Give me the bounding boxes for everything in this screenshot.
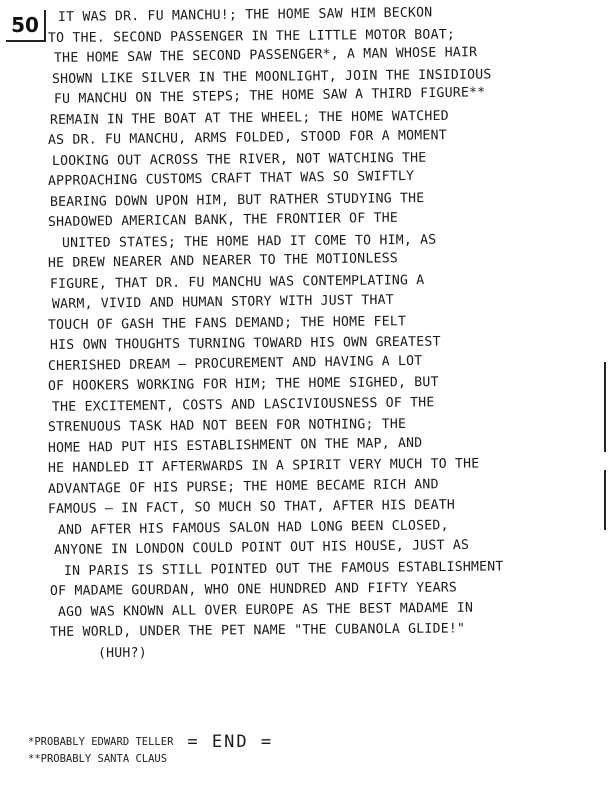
right-edge-mark <box>604 362 606 452</box>
manuscript-line: ANYONE IN LONDON COULD POINT OUT HIS HOUSE, JUST AS <box>53 537 470 558</box>
manuscript-line: IT WAS DR. FU MANCHU!; THE HOME SAW HIM BECKON <box>57 5 433 25</box>
footnote-second: **PROBABLY SANTA CLAUS <box>28 753 168 765</box>
manuscript-line: APPROACHING CUSTOMS CRAFT THAT WAS SO SWIFTLY <box>47 168 415 189</box>
manuscript-line: BEARING DOWN UPON HIM, BUT RATHER STUDYING THE <box>49 190 425 210</box>
manuscript-line: WARM, VIVID AND HUMAN STORY WITH JUST THAT <box>51 292 394 312</box>
manuscript-line: REMAIN IN THE BOAT AT THE WHEEL; THE HOME WATCHED <box>49 108 449 128</box>
manuscript-line: SHADOWED AMERICAN BANK, THE FRONTIER OF THE <box>47 210 399 230</box>
handwritten-text <box>47 5 604 664</box>
manuscript-line: AGO WAS KNOWN ALL OVER EUROPE AS THE BEST MADAME IN <box>57 600 474 620</box>
page-number: 50 <box>6 10 46 42</box>
manuscript-line: CHERISHED DREAM — PROCUREMENT AND HAVING A LOT <box>47 353 423 374</box>
manuscript-line: AS DR. FU MANCHU, ARMS FOLDED, STOOD FOR A MOMENT <box>47 128 447 148</box>
end-mark: = END = <box>187 732 274 752</box>
manuscript-line: TO THE. SECOND PASSENGER IN THE LITTLE MOTOR BOAT; <box>47 26 456 46</box>
manuscript-line: UNITED STATES; THE HOME HAD IT COME TO HIM, AS <box>61 232 437 251</box>
manuscript-line: THE HOME SAW THE SECOND PASSENGER*, A MAN WHOSE HAIR <box>53 45 478 66</box>
manuscript-line: ADVANTAGE OF HIS PURSE; THE HOME BECAME RICH AND <box>47 476 439 497</box>
footnotes <box>28 732 588 767</box>
manuscript-line: OF MADAME GOURDAN, WHO ONE HUNDRED AND FIFTY YEARS <box>49 580 458 599</box>
manuscript-line: LOOKING OUT ACROSS THE RIVER, NOT WATCHING THE <box>51 150 427 169</box>
manuscript-line: OF HOOKERS WORKING FOR HIM; THE HOME SIGHED, BUT <box>47 374 439 394</box>
manuscript-line: HE DREW NEARER AND NEARER TO THE MOTIONLESS <box>47 251 399 271</box>
manuscript-line: FU MANCHU ON THE STEPS; THE HOME SAW A THIRD FIGURE** <box>53 85 486 107</box>
right-edge-mark <box>604 470 606 530</box>
manuscript-line: TOUCH OF GASH THE FANS DEMAND; THE HOME FELT <box>47 313 407 333</box>
manuscript-line: HOME HAD PUT HIS ESTABLISHMENT ON THE MAP, AND <box>47 435 423 456</box>
manuscript-line: SHOWN LIKE SILVER IN THE MOONLIGHT, JOIN THE INSIDIOUS <box>51 66 492 87</box>
manuscript-line: IN PARIS IS STILL POINTED OUT THE FAMOUS ESTABLISHMENT <box>63 558 504 579</box>
manuscript-line: AND AFTER HIS FAMOUS SALON HAD LONG BEEN CLOSED, <box>57 517 449 538</box>
manuscript-line: STRENUOUS TASK HAD NOT BEEN FOR NOTHING; THE <box>47 416 407 435</box>
footnote-first: *PROBABLY EDWARD TELLER <box>28 735 174 748</box>
manuscript-line: FIGURE, THAT DR. FU MANCHU WAS CONTEMPLATING A <box>49 272 425 292</box>
manuscript-line: HIS OWN THOUGHTS TURNING TOWARD HIS OWN GREATEST <box>49 334 441 353</box>
manuscript-line: THE EXCITEMENT, COSTS AND LASCIVIOUSNESS OF THE <box>51 394 435 415</box>
manuscript-line: HE HANDLED IT AFTERWARDS IN A SPIRIT VERY MUCH TO THE <box>47 456 480 476</box>
manuscript-line-aside: (HUH?) <box>97 645 147 661</box>
manuscript-line: THE WORLD, UNDER THE PET NAME "THE CUBANOLA GLIDE!" <box>49 621 466 640</box>
manuscript-line: FAMOUS — IN FACT, SO MUCH SO THAT, AFTER HIS DEATH <box>47 497 456 517</box>
